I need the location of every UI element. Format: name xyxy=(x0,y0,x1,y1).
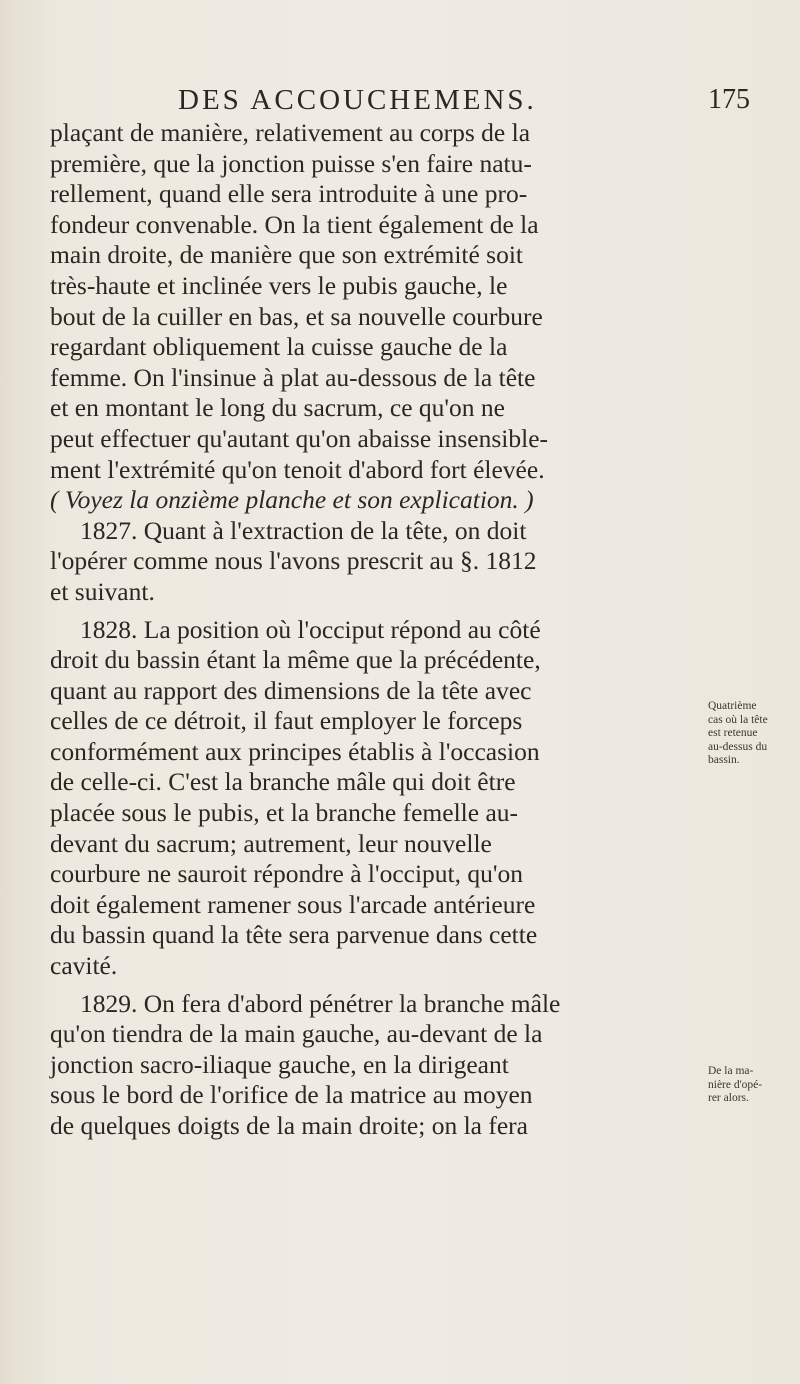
text-line: ( Voyez la onzième planche et son explication. ) xyxy=(50,485,534,515)
margin-note-line: De la ma- xyxy=(708,1065,754,1077)
margin-note-line: Quatrième xyxy=(708,700,757,712)
text-line: l'opérer comme nous l'avons prescrit au §. 1812 xyxy=(50,546,537,576)
running-title: DES ACCOUCHEMENS. xyxy=(178,84,537,116)
text-line: celles de ce détroit, il faut employer le forceps xyxy=(50,706,523,736)
margin-note xyxy=(708,700,800,768)
text-line: courbure ne sauroit répondre à l'occiput, qu'on xyxy=(50,859,523,889)
text-line: fondeur convenable. On la tient également de la xyxy=(50,209,539,239)
text-line: femme. On l'insinue à plat au-dessous de la tête xyxy=(50,362,536,392)
text-line: qu'on tiendra de la main gauche, au-devant de la xyxy=(50,1019,543,1049)
margin-note-line: au-dessus du xyxy=(708,740,768,753)
text-line: plaçant de manière, relativement au corps de la xyxy=(50,118,531,147)
paragraph xyxy=(50,118,690,516)
text-line: de quelques doigts de la main droite; on la fera xyxy=(50,1111,528,1140)
text-line: très-haute et inclinée vers le pubis gauche, le xyxy=(50,270,508,300)
body-text xyxy=(50,118,690,1142)
margin-note xyxy=(708,1065,800,1106)
text-line: sous le bord de l'orifice de la matrice au moyen xyxy=(50,1080,533,1110)
page-number: 175 xyxy=(708,84,750,115)
text-line: de celle-ci. C'est la branche mâle qui doit être xyxy=(50,767,516,797)
text-line: du bassin quand la tête sera parvenue dans cette xyxy=(50,920,538,950)
text-line: conformément aux principes établis à l'occasion xyxy=(50,736,540,766)
margin-note-line: est retenue xyxy=(708,727,758,739)
text-line: 1827. Quant à l'extraction de la tête, on doit xyxy=(80,515,527,545)
text-line: regardant obliquement la cuisse gauche de la xyxy=(50,332,508,362)
text-line: main droite, de manière que son extrémité soit xyxy=(50,240,524,270)
margin-note-line: cas où la tête xyxy=(708,713,768,726)
margin-note-line: bassin. xyxy=(708,754,740,766)
text-line: et en montant le long du sacrum, ce qu'on ne xyxy=(50,393,505,423)
paragraph xyxy=(50,615,690,982)
text-line: 1828. La position où l'occiput répond au côté xyxy=(80,614,541,644)
margin-note-line: rer alors. xyxy=(708,1092,749,1104)
paragraph-gap xyxy=(50,982,690,989)
text-line: peut effectuer qu'autant qu'on abaisse insensible- xyxy=(50,423,549,453)
text-line: droit du bassin étant la même que la précédente, xyxy=(50,645,541,675)
text-line: placée sous le pubis, et la branche femelle au- xyxy=(50,798,519,828)
text-line: cavité. xyxy=(50,951,118,981)
text-line: 1829. On fera d'abord pénétrer la branche mâle xyxy=(80,988,561,1018)
text-line: et suivant. xyxy=(50,576,155,606)
text-line: ment l'extrémité qu'on tenoit d'abord fort élevée. xyxy=(50,454,545,484)
paragraph xyxy=(50,516,690,608)
text-line: jonction sacro-iliaque gauche, en la dirigeant xyxy=(50,1049,509,1079)
text-line: doit également ramener sous l'arcade antérieure xyxy=(50,889,536,919)
text-line: bout de la cuiller en bas, et sa nouvelle courbure xyxy=(50,301,543,331)
text-line: première, que la jonction puisse s'en faire natu- xyxy=(50,148,532,178)
paragraph-gap xyxy=(50,608,690,615)
text-line: rellement, quand elle sera introduite à une pro- xyxy=(50,179,528,209)
text-line: devant du sacrum; autrement, leur nouvelle xyxy=(50,828,492,858)
margin-note-line: nière d'opé- xyxy=(708,1078,763,1091)
text-line: quant au rapport des dimensions de la tête avec xyxy=(50,675,532,705)
paragraph xyxy=(50,989,690,1142)
